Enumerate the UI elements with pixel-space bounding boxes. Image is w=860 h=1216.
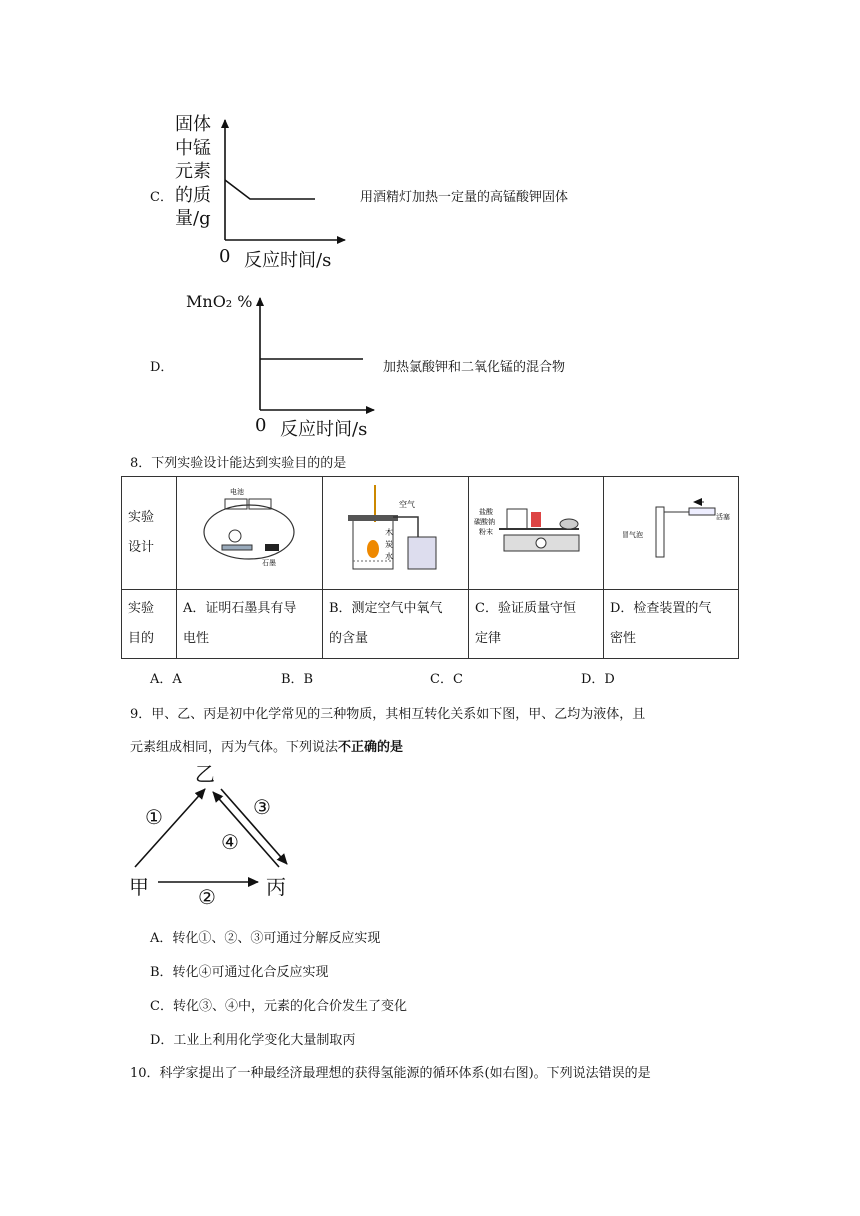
q9-stem-line2: 元素组成相同，丙为气体。下列说法不正确的是 (130, 740, 404, 755)
svg-text:冒气泡: 冒气泡 (622, 531, 643, 539)
q9-emphasis: 不正确的是 (338, 740, 404, 755)
step-1: ① (145, 805, 163, 829)
row-header-purpose: 实验 目的 (122, 590, 177, 659)
figure-d-cell (604, 477, 739, 590)
option-d-label: D． (150, 360, 174, 375)
q8-option-d[interactable]: D．D (581, 672, 615, 687)
graph-d-axes (250, 292, 380, 417)
graph-d-xlabel: 反应时间/s (280, 419, 368, 440)
q9-option-d[interactable]: D．工业上利用化学变化大量制取丙 (150, 1033, 356, 1048)
graph-c-curve (225, 180, 315, 199)
q8-option-b[interactable]: B．B (281, 672, 314, 687)
q9-option-b[interactable]: B．转化④可通过化合反应实现 (150, 965, 329, 980)
purpose-c: C．验证质量守恒 定律 (469, 590, 604, 659)
node-yi: 乙 (195, 762, 215, 786)
step-3: ③ (253, 795, 271, 819)
oxygen-apparatus-figure (323, 477, 468, 577)
graph-d-origin: 0 (255, 415, 267, 436)
balance-figure (469, 477, 603, 577)
graphite-label: 石墨 (262, 559, 276, 567)
purpose-d: D．检查装置的气 密性 (604, 590, 739, 659)
option-d-desc: 加热氯酸钾和二氧化锰的混合物 (383, 360, 566, 375)
svg-text:炭: 炭 (385, 540, 393, 549)
graph-c-axes (215, 112, 355, 247)
battery-label: 电池 (230, 488, 244, 496)
svg-text:盐酸: 盐酸 (479, 508, 493, 516)
option-c-label: C． (150, 190, 173, 205)
svg-text:碳酸钠: 碳酸钠 (474, 518, 495, 526)
step-2: ② (198, 885, 216, 909)
q8-option-c[interactable]: C．C (430, 672, 463, 687)
svg-text:木: 木 (385, 528, 393, 537)
graph-c-xlabel: 反应时间/s (244, 250, 332, 271)
purpose-a: A．证明石墨具有导 电性 (177, 590, 323, 659)
figure-b-cell (323, 477, 469, 590)
svg-text:水: 水 (385, 552, 393, 561)
node-jia: 甲 (129, 875, 149, 899)
purpose-b: B．测定空气中氧气 的含量 (323, 590, 469, 659)
circuit-figure (177, 477, 322, 577)
q9-option-c[interactable]: C．转化③、④中，元素的化合价发生了变化 (150, 999, 407, 1014)
figure-c-cell (469, 477, 604, 590)
q9-option-a[interactable]: A．转化①、②、③可通过分解反应实现 (150, 931, 381, 946)
air-label: 空气 (399, 500, 415, 509)
option-c-desc: 用酒精灯加热一定量的高锰酸钾固体 (360, 190, 569, 205)
svg-text:粉末: 粉末 (479, 528, 493, 536)
graph-c-ylabel: 固体 中锰 元素 的质 量/g (175, 114, 211, 229)
q9-stem-line1: 9．甲、乙、丙是初中化学常见的三种物质，其相互转化关系如下图，甲、乙均为液体，且 (130, 707, 646, 722)
node-bing: 丙 (266, 875, 286, 899)
airtightness-figure (604, 477, 738, 577)
graph-d-ylabel: MnO₂ % (186, 292, 253, 311)
step-4: ④ (221, 830, 239, 854)
svg-text:活塞: 活塞 (716, 513, 730, 521)
q8-option-a[interactable]: A．A (150, 672, 182, 687)
row-header-design: 实验 设计 (122, 477, 177, 590)
q8-table (121, 476, 739, 659)
figure-a-cell (177, 477, 323, 590)
graph-c-origin: 0 (219, 246, 231, 267)
q9-diagram (125, 755, 305, 915)
q8-stem: 8．下列实验设计能达到实验目的的是 (130, 456, 347, 471)
q10-stem: 10．科学家提出了一种最经济最理想的获得氢能源的循环体系(如右图)。下列说法错误的是 (130, 1066, 651, 1081)
